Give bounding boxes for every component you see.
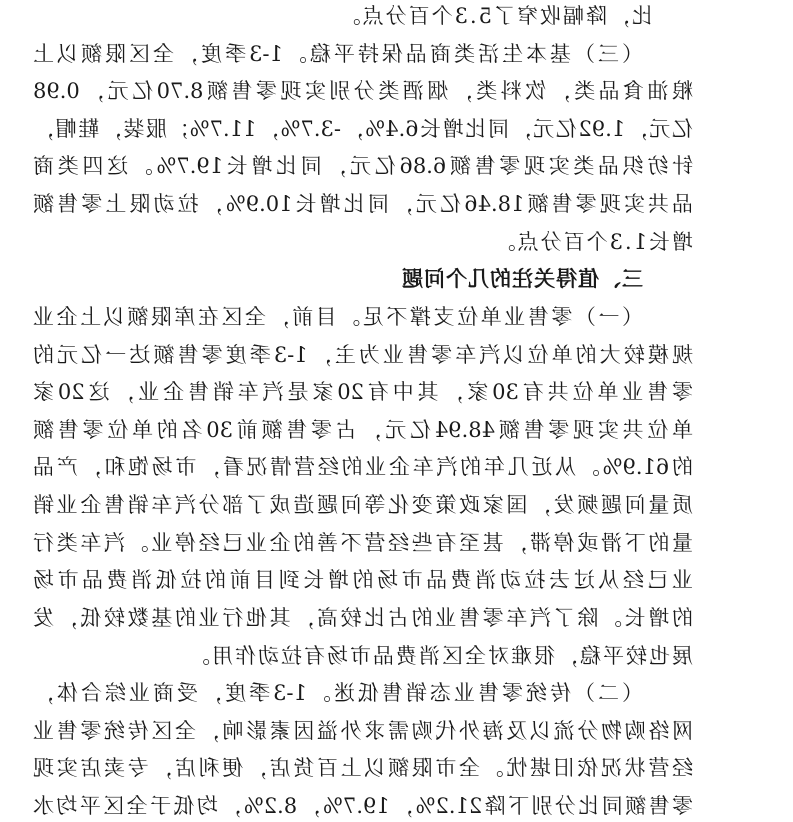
text-line: 质量问题频发，国家政策变化等问题造成了部分汽车销售企业销: [33, 493, 693, 518]
text-line: 的增长。除了汽车零售业的占比较高，其他行业的基数较低，发: [33, 605, 693, 630]
text-line: 零售业单位共有30家，其中有20家是汽车销售企业，这20家: [33, 380, 693, 405]
text-line: 品共实现零售额18.46亿元，同比增长10.9%，拉动限上零售额: [33, 192, 693, 217]
text-line: 业已经从过去拉动消费品市场的增长到目前的拉低消费品市场: [33, 568, 693, 593]
text-line: 比，降幅收窄了5.3个百分点。: [337, 4, 653, 28]
text-line: 增长1.3个百分点。: [492, 229, 693, 254]
text-line: （二）传统零售业态销售低迷。1-3季度，受商业综合体，: [33, 681, 643, 706]
text-line: 经营状况依旧堪忧。全市限额以上百货店，便利店，专卖店实现: [33, 756, 693, 781]
text-line: 单位共实现零售额48.94亿元，占零售额前30名的单位零售额: [33, 417, 693, 442]
text-line: 网络购物分流以及海外代购需求外溢因素影响，全区传统零售业: [33, 718, 693, 743]
text-line: 粮油食品类，饮料类，烟酒类分别实现零售额8.70亿元，0.98: [33, 79, 693, 104]
text-line: （三）基本生活类商品保持平稳。1-3季度，全区限额以上: [33, 41, 643, 66]
text-line: 针纺织品类实现零售额6.86亿元，同比增长19.7%。这四类商: [33, 154, 693, 179]
text-line: 规模较大的单位以汽车零售业为主，1-3季度零售额达一亿元的: [33, 342, 693, 367]
text-line: 亿元，1.92亿元，同比增长6.4%，-3.7%，11.7%；服装，鞋帽，: [33, 116, 693, 141]
section-heading: 三、值得关注的几个问题: [401, 267, 643, 292]
text-line: 的61.9%。从近几年的汽车企业的经营情况看，市场饱和，产品: [33, 455, 693, 480]
text-line: 量的下滑或停滞，甚至有些经营不善的企业已经停业。汽车类行: [33, 530, 693, 555]
text-line: 零售额同比分别下降21.2%，19.7%，8.2%，均低于全区平均水: [33, 794, 693, 818]
text-line: 展也较平稳，很难对全区消费品市场有拉动作用。: [187, 643, 693, 668]
text-line: （一）零售业单位支撑不足。目前，全区在库限额以上企业: [33, 304, 643, 329]
